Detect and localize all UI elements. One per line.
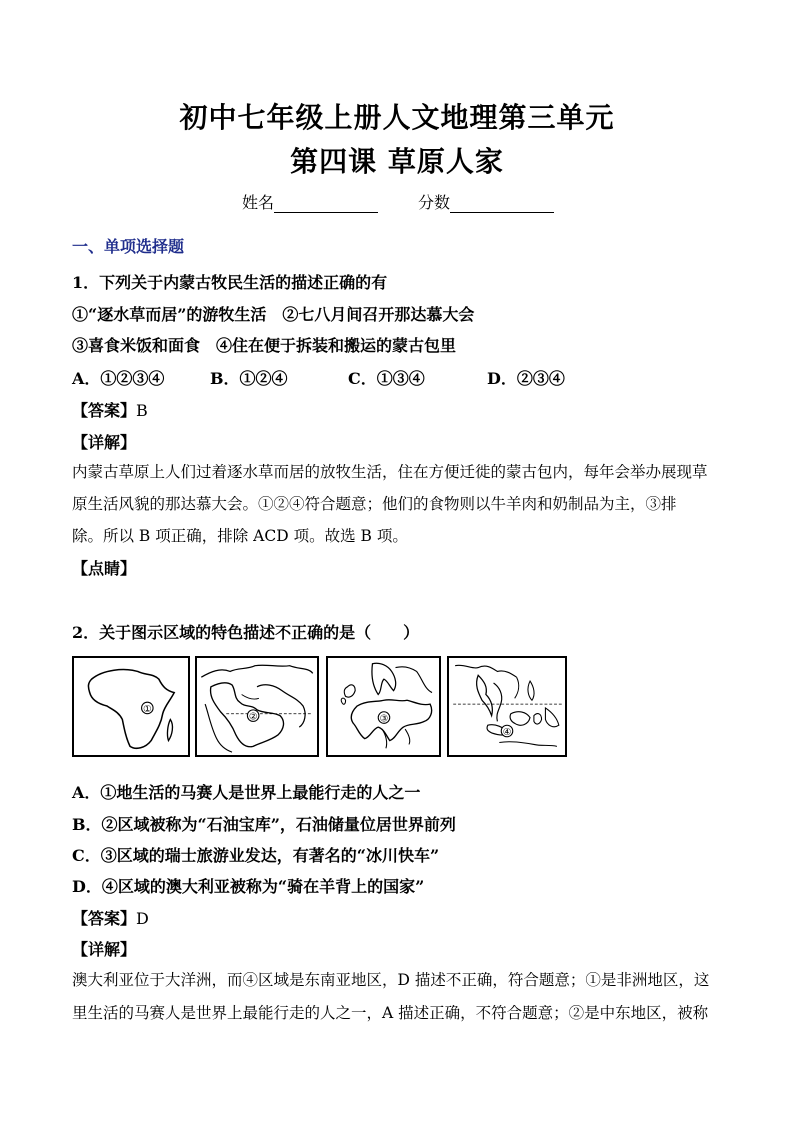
q1-option-a: A．①②③④ [72,369,165,388]
q1-detail-line1: 内蒙古草原上人们过着逐水草而居的放牧生活，住在方便迁徙的蒙古包内，每年会举办展现草 [72,463,708,481]
q1-detail-line3: 除。所以 B 项正确，排除 ACD 项。故选 B 项。 [72,527,408,545]
q1-stem: 1．下列关于内蒙古牧民生活的描述正确的有 [72,273,388,292]
q1-answer [72,398,148,421]
score-blank [450,196,554,213]
q1-option-d: D．②③④ [487,369,565,388]
q2-detail-label: 【详解】 [72,940,137,959]
q2-answer-label: 【答案】 [72,909,137,928]
map-europe-drawing [328,658,439,755]
q1-answer-label: 【答案】 [72,401,137,420]
page-title-line1: 初中七年级上册人文地理第三单元 [179,101,615,134]
q2-option-a: A．①地生活的马赛人是世界上最能行走的人之一 [72,783,421,802]
q1-option-b: B．①②④ [210,369,288,388]
map-middle-east [195,656,319,757]
map-africa-drawing [74,658,188,755]
q1-answer-value: B [136,401,148,420]
map-africa [72,656,190,757]
q1-detail-line2: 原生活风貌的那达慕大会。①②④符合题意；他们的食物则以牛羊肉和奶制品为主，③排 [72,495,677,513]
name-field [242,190,378,213]
map-europe [326,656,441,757]
q1-statement-line1: ①“逐水草而居”的游牧生活 ②七八月间召开那达慕大会 [72,305,475,324]
q2-answer [72,906,149,929]
q1-dianjing-label: 【点睛】 [72,559,137,578]
q2-stem: 2．关于图示区域的特色描述不正确的是（ ） [72,623,420,642]
q2-option-b: B．②区域被称为“石油宝库”，石油储量位居世界前列 [72,815,456,834]
map-southeast-asia [447,656,567,757]
name-blank [274,196,378,213]
q1-detail-label: 【详解】 [72,433,137,452]
score-field [418,190,554,213]
q2-answer-value: D [136,909,149,928]
score-label: 分数 [418,193,451,212]
map-label-1: ① [143,703,152,715]
map-label-3: ③ [379,713,389,725]
q2-detail-line2: 里生活的马赛人是世界上最能行走的人之一，A 描述正确，不符合题意；②是中东地区，被称 [72,1004,709,1022]
map-label-2: ② [248,711,258,723]
map-middle-east-drawing [197,658,317,755]
page-title-line2: 第四课 草原人家 [290,145,504,178]
q2-option-c: C．③区域的瑞士旅游业发达，有著名的“冰川快车” [72,846,440,865]
q2-detail-line1: 澳大利亚位于大洋洲，而④区域是东南亚地区，D 描述不正确，符合题意；①是非洲地区，这 [72,971,710,989]
q1-option-c: C．①③④ [348,369,425,388]
map-southeast-asia-drawing [449,658,565,755]
section-heading: 一、单项选择题 [72,237,185,256]
name-label: 姓名 [242,193,275,212]
q1-statement-line2: ③喜食米饭和面食 ④住在便于拆装和搬运的蒙古包里 [72,336,457,355]
map-label-4: ④ [502,726,512,738]
q2-option-d: D．④区域的澳大利亚被称为“骑在羊背上的国家” [72,877,425,896]
